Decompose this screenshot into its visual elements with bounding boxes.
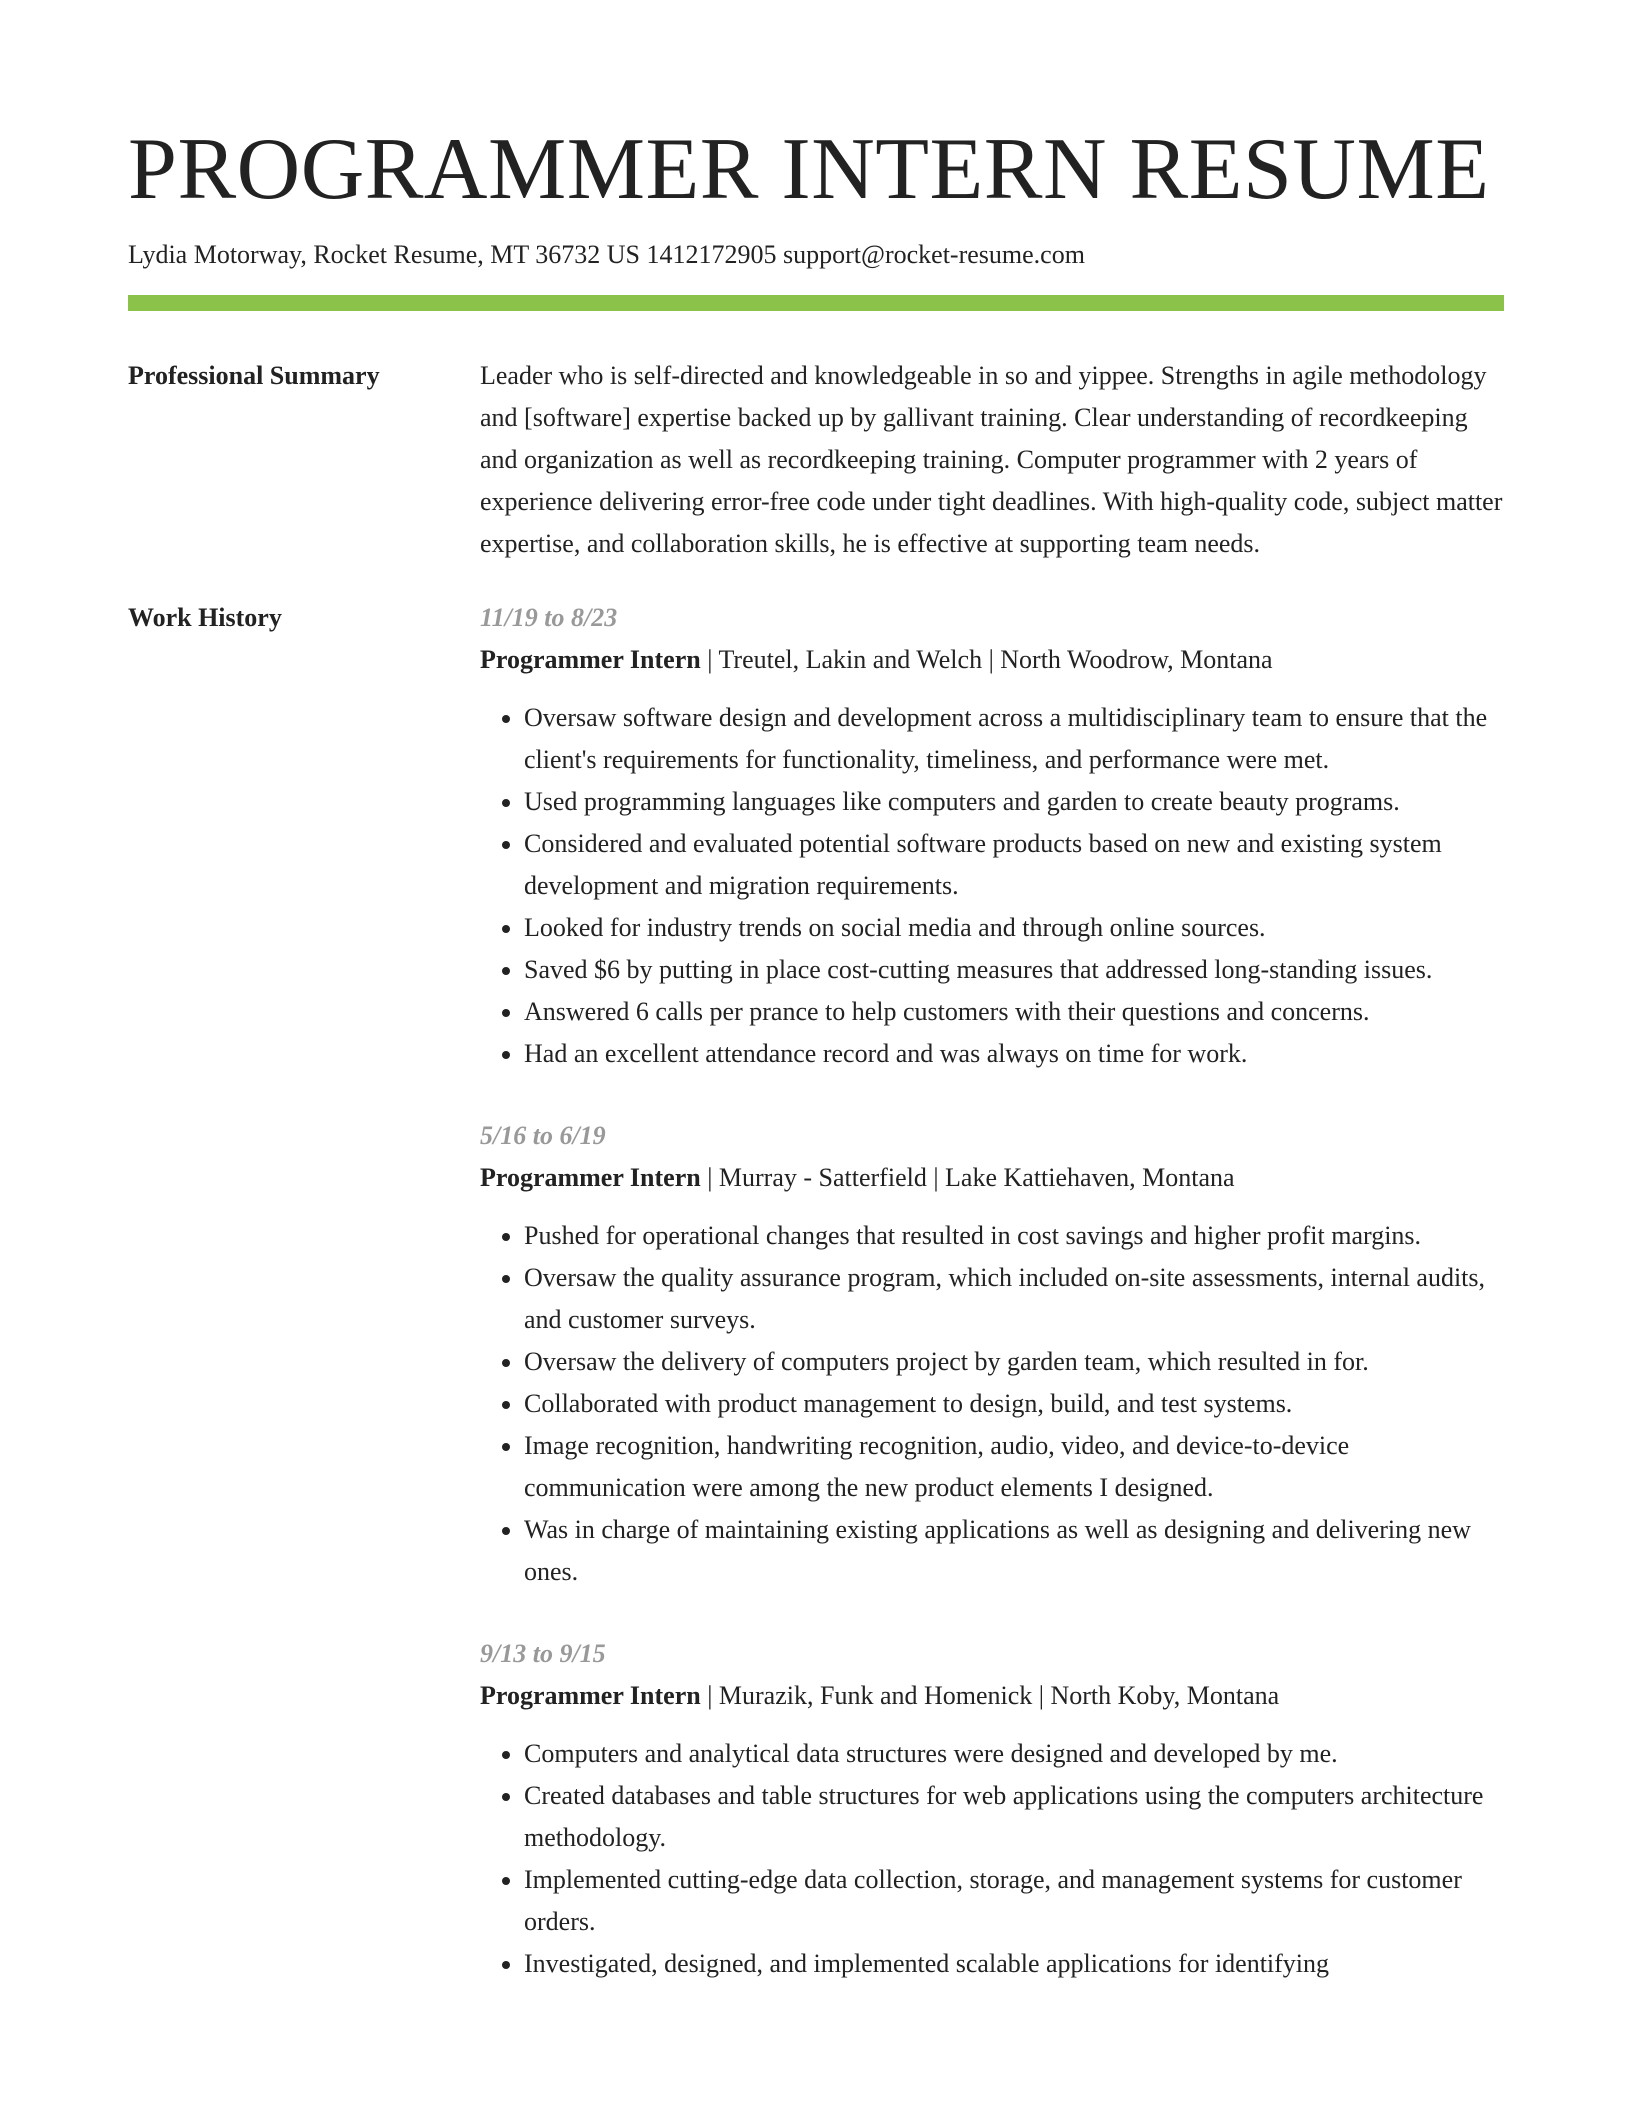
duty-list — [480, 1733, 1504, 1985]
duty-list — [480, 1215, 1504, 1593]
contact-info: Lydia Motorway, Rocket Resume, MT 36732 US 1412172905 support@rocket-resume.com — [128, 240, 1085, 269]
work-history-section — [128, 597, 1504, 2025]
section-label-summary: Professional Summary — [128, 361, 380, 390]
job-role: Programmer Intern — [480, 1681, 701, 1710]
job-dates: 5/16 to 6/19 — [480, 1121, 606, 1150]
work-history-body — [480, 597, 1504, 2025]
duty-item: • Was in charge of maintaining existing applications as well as designing and delivering new ones. — [524, 1509, 1504, 1593]
duty-item: • Saved $6 by putting in place cost-cutting measures that addressed long-standing issues. — [524, 949, 1504, 991]
duty-item: • Implemented cutting-edge data collection, storage, and management systems for customer orders. — [524, 1859, 1504, 1943]
summary-body — [480, 355, 1504, 565]
duty-item: • Oversaw the delivery of computers project by garden team, which resulted in for. — [524, 1341, 1504, 1383]
duty-item: • Used programming languages like computers and garden to create beauty programs. — [524, 781, 1504, 823]
duty-item: • Investigated, designed, and implemented scalable applications for identifying — [524, 1943, 1504, 1985]
duty-list — [480, 697, 1504, 1075]
job-role: Programmer Intern — [480, 1163, 701, 1192]
job-title-line — [480, 1157, 1504, 1199]
header-divider — [128, 295, 1504, 311]
resume-page — [128, 0, 1504, 2025]
duty-item: • Looked for industry trends on social media and through online sources. — [524, 907, 1504, 949]
job-entry — [480, 1115, 1504, 1593]
duty-item: • Computers and analytical data structures were designed and developed by me. — [524, 1733, 1504, 1775]
summary-section — [128, 355, 1504, 565]
job-dates: 9/13 to 9/15 — [480, 1639, 606, 1668]
duty-item: • Had an excellent attendance record and was always on time for work. — [524, 1033, 1504, 1075]
job-title-line — [480, 1675, 1504, 1717]
duty-item: • Oversaw software design and development across a multidisciplinary team to ensure that the client's requirements for functionality, timeliness, and performance were met. — [524, 697, 1504, 781]
job-dates: 11/19 to 8/23 — [480, 603, 618, 632]
job-details: | Murazik, Funk and Homenick | North Koby, Montana — [700, 1681, 1280, 1710]
duty-item: • Pushed for operational changes that resulted in cost savings and higher profit margins. — [524, 1215, 1504, 1257]
job-title-line — [480, 639, 1504, 681]
job-details: | Treutel, Lakin and Welch | North Woodrow, Montana — [700, 645, 1273, 674]
duty-item: • Oversaw the quality assurance program, which included on-site assessments, internal audits, and customer surveys. — [524, 1257, 1504, 1341]
summary-text: Leader who is self-directed and knowledgeable in so and yippee. Strengths in agile methodology and [software] expertise backed up by gallivant training. Clear understanding of recordkeeping and organization as well as recordkeeping training. Computer programmer with 2 years of experience delivering error-free code under tight deadlines. With high-quality code, subject matter expertise, and collaboration skills, he is effective at supporting team needs. — [480, 361, 1503, 558]
job-entry — [480, 597, 1504, 1075]
job-details: | Murray - Satterfield | Lake Kattiehaven, Montana — [700, 1163, 1235, 1192]
duty-item: • Image recognition, handwriting recognition, audio, video, and device-to-device communication were among the new product elements I designed. — [524, 1425, 1504, 1509]
duty-item: • Created databases and table structures for web applications using the computers architecture methodology. — [524, 1775, 1504, 1859]
section-label-work-history: Work History — [128, 603, 282, 632]
job-role: Programmer Intern — [480, 645, 701, 674]
duty-item: • Collaborated with product management to design, build, and test systems. — [524, 1383, 1504, 1425]
job-entry — [480, 1633, 1504, 1985]
duty-item: • Considered and evaluated potential software products based on new and existing system development and migration requirements. — [524, 823, 1504, 907]
duty-item: • Answered 6 calls per prance to help customers with their questions and concerns. — [524, 991, 1504, 1033]
page-title: PROGRAMMER INTERN RESUME — [128, 121, 1490, 218]
